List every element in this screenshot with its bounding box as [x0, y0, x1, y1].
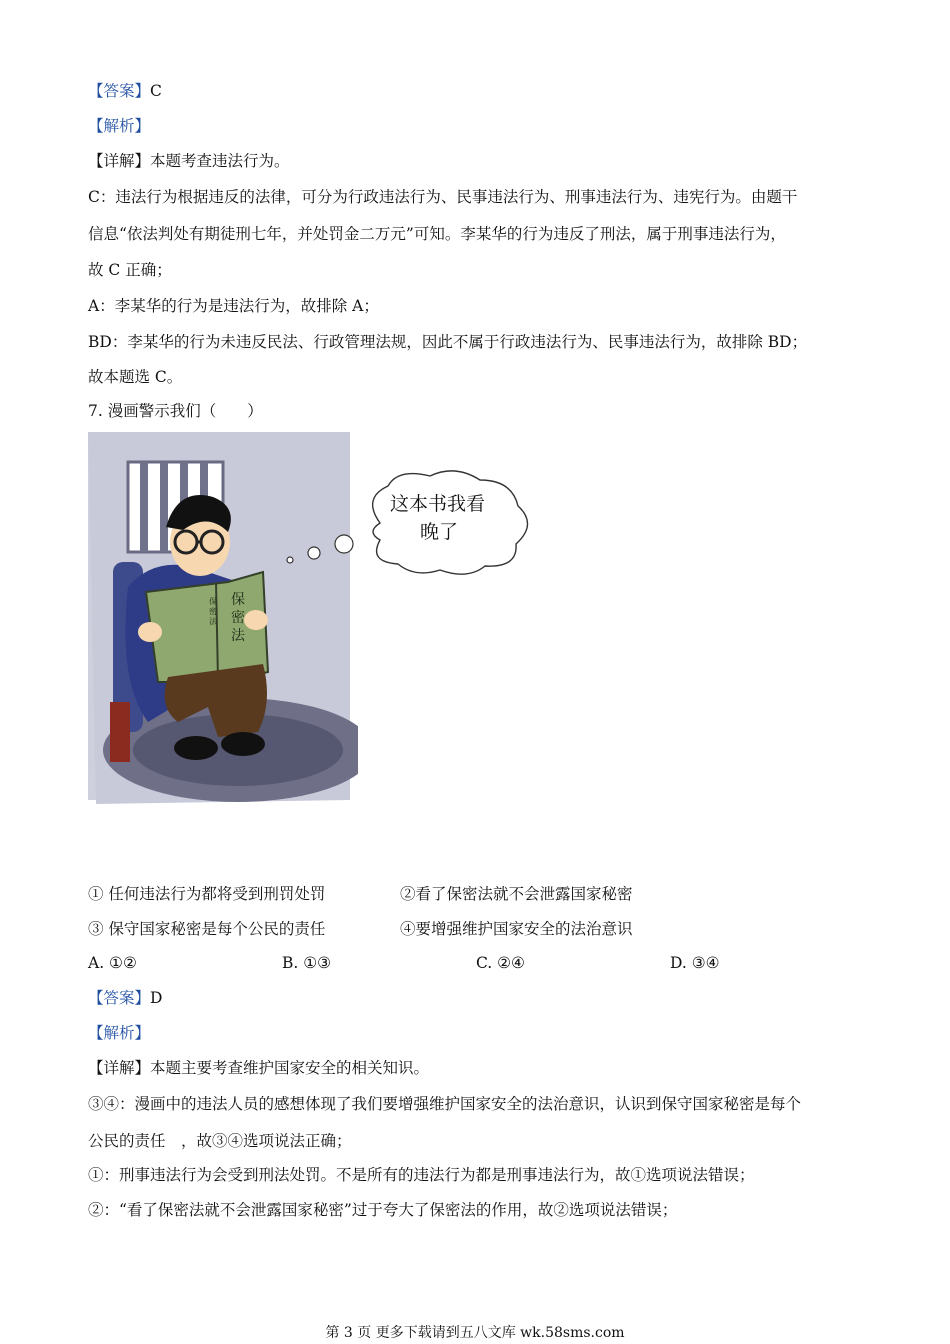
statement-4: ④要增强维护国家安全的法治意识	[400, 920, 633, 938]
choice-d: D. ③④	[670, 954, 720, 972]
book-title-char: 密	[231, 610, 245, 626]
q6-paragraph-2: 信息“依法判处有期徒刑七年，并处罚金二万元”可知。李某华的行为违反了刑法，属于刑事违法行为，	[88, 225, 786, 243]
thought-line-2: 晚了	[420, 521, 459, 543]
q7-paragraph-1: ③④：漫画中的违法人员的感想体现了我们要增强维护国家安全的法治意识，认识到保守国家秘密是每个	[88, 1095, 802, 1113]
answer-tag: 【答案】	[88, 82, 151, 100]
answer-value: C	[150, 82, 162, 100]
choice-a: A. ①②	[88, 954, 137, 972]
detail-text: 本题主要考查维护国家安全的相关知识。	[150, 1059, 430, 1077]
statement-3: ③ 保守国家秘密是每个公民的责任	[88, 920, 326, 938]
book-spine-char: 保	[209, 597, 217, 606]
page-footer: 第 3 页 更多下载请到五八文库 wk.58sms.com	[325, 1325, 625, 1341]
q7-paragraph-3: ①：刑事违法行为会受到刑法处罚。不是所有的违法行为都是刑事违法行为，故①选项说法错误；	[88, 1166, 755, 1184]
choice-c: C. ②④	[476, 954, 525, 972]
q7-paragraph-4: ②：“看了保密法就不会泄露国家秘密”过于夸大了保密法的作用，故②选项说法错误；	[88, 1201, 678, 1219]
analysis-tag: 【解析】	[88, 1024, 151, 1042]
book-spine-char: 法	[209, 617, 217, 626]
statement-2: ②看了保密法就不会泄露国家秘密	[400, 885, 633, 903]
q7-analysis-line	[88, 1022, 150, 1044]
q7-stem: 7. 漫画警示我们（ ）	[88, 402, 263, 420]
q6-paragraph-3: 故 C 正确；	[88, 261, 172, 279]
statement-1: ① 任何违法行为都将受到刑罚处罚	[88, 885, 326, 903]
detail-tag: 【详解】	[88, 152, 151, 170]
book-spine-char: 密	[209, 607, 217, 616]
analysis-tag: 【解析】	[88, 117, 151, 135]
book-title-char: 法	[231, 628, 245, 644]
detail-tag: 【详解】	[88, 1059, 151, 1077]
answer-tag: 【答案】	[88, 989, 151, 1007]
choice-b: B. ①③	[282, 954, 332, 972]
detail-text: 本题考查违法行为。	[150, 152, 290, 170]
q6-detail-line	[88, 150, 290, 172]
q6-paragraph-4: A：李某华的行为是违法行为，故排除 A；	[88, 297, 379, 315]
q6-paragraph-1: C：违法行为根据违反的法律，可分为行政违法行为、民事违法行为、刑事违法行为、违宪行为。由题干	[88, 188, 798, 206]
q7-paragraph-2: 公民的责任 ，故③④选项说法正确；	[88, 1132, 352, 1150]
q6-paragraph-6: 故本题选 C。	[88, 368, 183, 386]
q6-analysis-line	[88, 115, 150, 137]
q6-paragraph-5: BD：李某华的行为未违反民法、行政管理法规，因此不属于行政违法行为、民事违法行为，故排除 BD；	[88, 333, 808, 351]
thought-line-1: 这本书我看	[390, 493, 486, 515]
book-title-char: 保	[231, 592, 245, 608]
q7-detail-line	[88, 1057, 429, 1079]
q7-answer-line	[88, 987, 162, 1009]
q6-answer-line	[88, 80, 162, 102]
thought-bubble	[280, 468, 540, 578]
answer-value: D	[150, 989, 163, 1007]
